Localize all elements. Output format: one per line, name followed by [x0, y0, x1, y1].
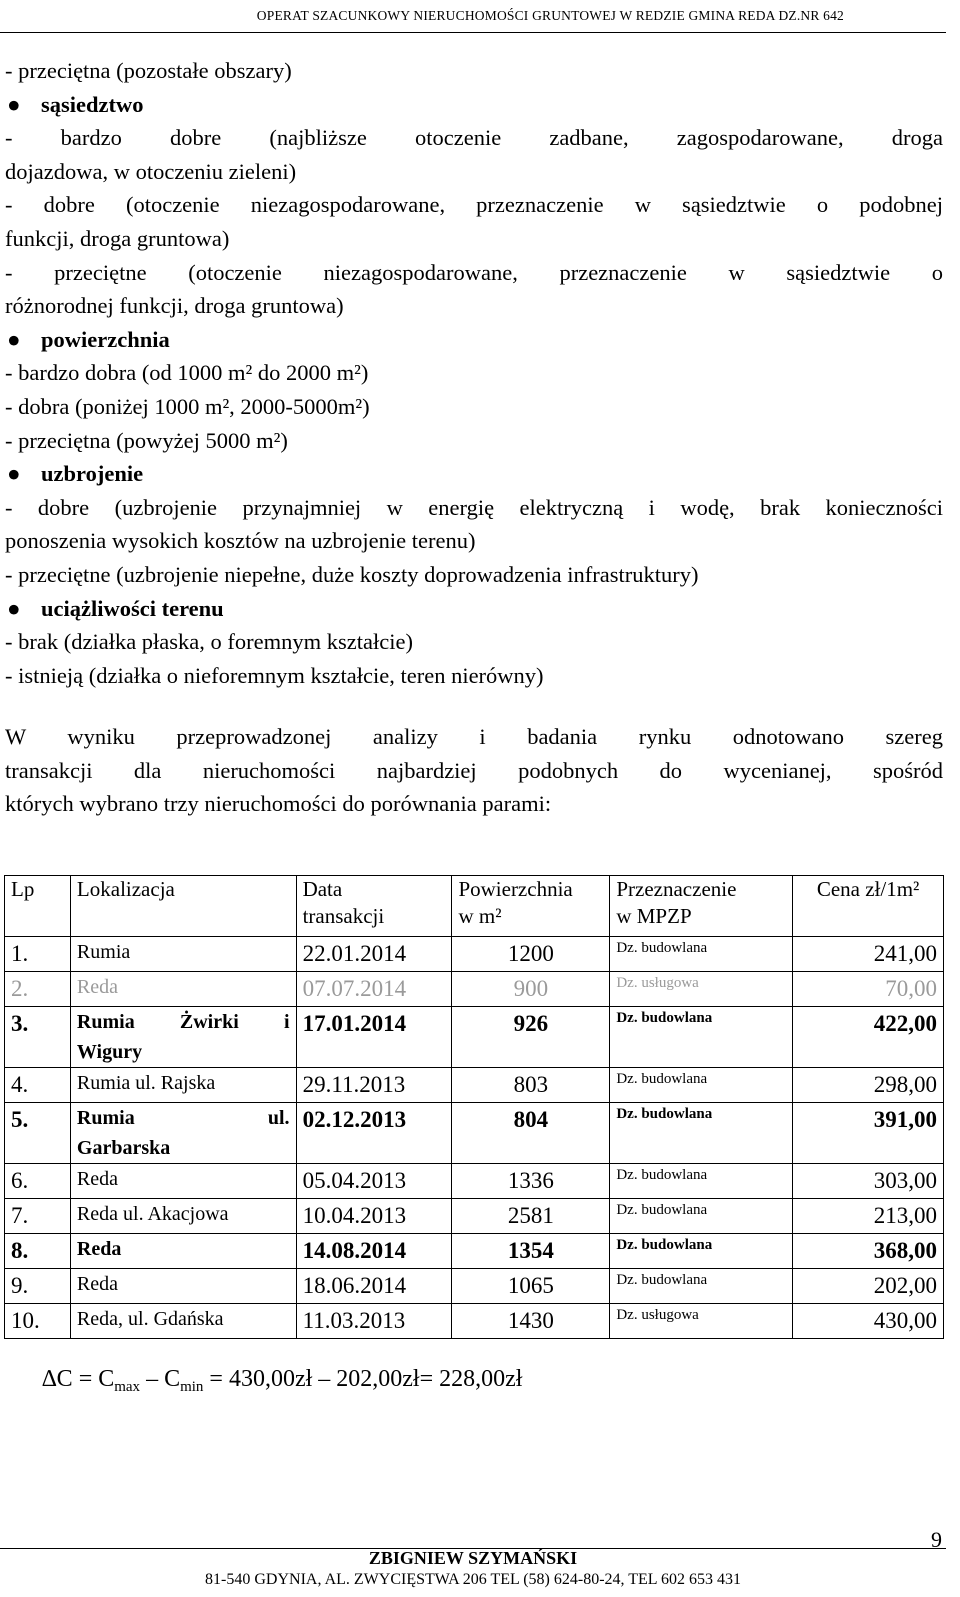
cell-area: 804 — [452, 1103, 610, 1164]
bullet-uciazliwosci — [5, 592, 943, 626]
transactions-table — [4, 875, 944, 1339]
footer-address: 81-540 GDYNIA, AL. ZWYCIĘSTWA 206 TEL (58) 624-80-24, TEL 602 653 431 — [205, 1571, 741, 1588]
footer-author: ZBIGNIEW SZYMAŃSKI — [368, 1548, 578, 1568]
table-row — [5, 1103, 944, 1164]
cell-price: 241,00 — [793, 937, 944, 972]
cell-area: 926 — [452, 1007, 610, 1068]
cell-price: 422,00 — [793, 1007, 944, 1068]
cell-date: 10.04.2013 — [296, 1199, 452, 1234]
cell-date: 05.04.2013 — [296, 1164, 452, 1199]
cell-price: 202,00 — [793, 1269, 944, 1304]
bullet-uzbrojenie — [5, 457, 943, 491]
cell-area: 1065 — [452, 1269, 610, 1304]
criterion-line: ponoszenia wysokich kosztów na uzbrojenie terenu) — [5, 528, 476, 554]
cell-lp: 3. — [5, 1007, 71, 1068]
cell-purpose: Dz. budowlana — [610, 1234, 793, 1269]
header-powierzchnia: Powierzchnia w m² — [452, 876, 610, 937]
paragraph-line: transakcji dla nieruchomości najbardziej podobnych do wycenianej, spośród — [5, 757, 943, 783]
cell-lp: 9. — [5, 1269, 71, 1304]
cell-lokalizacja: Reda — [70, 1234, 296, 1269]
cell-date: 02.12.2013 — [296, 1103, 452, 1164]
cell-lokalizacja: Reda — [70, 1269, 296, 1304]
table-row — [5, 1304, 944, 1339]
cell-lp: 4. — [5, 1068, 71, 1103]
bullet-title: powierzchnia — [41, 326, 170, 352]
cell-area: 2581 — [452, 1199, 610, 1234]
table-row — [5, 1007, 944, 1068]
cell-lokalizacja: Reda — [70, 1164, 296, 1199]
cell-price: 391,00 — [793, 1103, 944, 1164]
bullet-title: uzbrojenie — [41, 461, 144, 487]
formula-max: max — [114, 1379, 141, 1395]
cell-purpose: Dz. usługowa — [610, 972, 793, 1007]
criterion-line: - dobra (poniżej 1000 m², 2000-5000m²) — [5, 393, 370, 419]
criteria-list — [5, 54, 943, 821]
formula-minus: – C — [140, 1366, 181, 1392]
header-przeznaczenie: Przeznaczenie w MPZP — [610, 876, 793, 937]
header-title: OPERAT SZACUNKOWY NIERUCHOMOŚCI GRUNTOWEJ W REDZIE GMINA REDA DZ.NR 642 — [256, 8, 844, 23]
cell-area: 1430 — [452, 1304, 610, 1339]
analysis-paragraph — [5, 720, 943, 821]
table-header-row — [5, 876, 944, 937]
bullet-dot-icon: ● — [7, 461, 21, 487]
cell-lokalizacja: Reda, ul. Gdańska — [70, 1304, 296, 1339]
cell-lokalizacja: Rumia ul. Rajska — [70, 1068, 296, 1103]
header-cena: Cena zł/1m² — [793, 876, 944, 937]
cell-lokalizacja: Reda — [70, 972, 296, 1007]
cell-date: 29.11.2013 — [296, 1068, 452, 1103]
cell-area: 1336 — [452, 1164, 610, 1199]
cell-price: 430,00 — [793, 1304, 944, 1339]
cell-area: 1354 — [452, 1234, 610, 1269]
cell-lp: 6. — [5, 1164, 71, 1199]
cell-lokalizacja: Rumia — [70, 937, 296, 972]
cell-purpose: Dz. budowlana — [610, 1007, 793, 1068]
table-row — [5, 972, 944, 1007]
cell-lp: 5. — [5, 1103, 71, 1164]
bullet-dot-icon: ● — [7, 595, 21, 621]
cell-lokalizacja: Rumia Żwirki i Wigury — [70, 1007, 296, 1068]
cell-date: 07.07.2014 — [296, 972, 452, 1007]
cell-area: 803 — [452, 1068, 610, 1103]
criterion-line: funkcji, droga gruntowa) — [5, 225, 230, 251]
bullet-powierzchnia — [5, 323, 943, 357]
cell-purpose: Dz. budowlana — [610, 1103, 793, 1164]
cell-lp: 1. — [5, 937, 71, 972]
table-row — [5, 1068, 944, 1103]
paragraph-line: których wybrano trzy nieruchomości do porównania parami: — [5, 791, 552, 817]
criterion-line: - bardzo dobre (najbliższe otoczenie zadbane, zagospodarowane, droga — [5, 125, 943, 151]
cell-purpose: Dz. budowlana — [610, 1164, 793, 1199]
header-data: Data transakcji — [296, 876, 452, 937]
cell-purpose: Dz. budowlana — [610, 1199, 793, 1234]
criterion-line: - przeciętne (uzbrojenie niepełne, duże koszty doprowadzenia infrastruktury) — [5, 561, 699, 587]
cell-date: 22.01.2014 — [296, 937, 452, 972]
criterion-line: - brak (działka płaska, o foremnym kształcie) — [5, 629, 413, 655]
criterion-line: - przeciętna (pozostałe obszary) — [5, 58, 292, 83]
bullet-sasiedztwo — [5, 88, 943, 122]
cell-date: 11.03.2013 — [296, 1304, 452, 1339]
cell-lp: 8. — [5, 1234, 71, 1269]
criterion-line: - dobre (uzbrojenie przynajmniej w energię elektryczną i wodę, brak konieczności — [5, 494, 943, 520]
cell-price: 213,00 — [793, 1199, 944, 1234]
page-number: 9 — [931, 1527, 942, 1552]
cell-date: 14.08.2014 — [296, 1234, 452, 1269]
cell-purpose: Dz. budowlana — [610, 937, 793, 972]
table-row — [5, 1199, 944, 1234]
table-row — [5, 1269, 944, 1304]
cell-price: 303,00 — [793, 1164, 944, 1199]
header-lp: Lp — [5, 876, 71, 937]
cell-area: 900 — [452, 972, 610, 1007]
criterion-line: - istnieją (działka o nieforemnym kształcie, teren nierówny) — [5, 662, 544, 688]
bullet-title: sąsiedztwo — [41, 91, 144, 117]
cell-lokalizacja: Reda ul. Akacjowa — [70, 1199, 296, 1234]
cell-lokalizacja: Rumia ul. Garbarska — [70, 1103, 296, 1164]
cell-date: 18.06.2014 — [296, 1269, 452, 1304]
criterion-line: - przeciętne (otoczenie niezagospodarowane, przeznaczenie w sąsiedztwie o — [5, 259, 943, 285]
cell-lp: 7. — [5, 1199, 71, 1234]
paragraph-line: W wyniku przeprowadzonej analizy i badania rynku odnotowano szereg — [5, 724, 943, 750]
cell-price: 298,00 — [793, 1068, 944, 1103]
cell-area: 1200 — [452, 937, 610, 972]
table-row — [5, 937, 944, 972]
cell-lp: 2. — [5, 972, 71, 1007]
criterion-line: dojazdowa, w otoczeniu zieleni) — [5, 158, 297, 184]
bullet-dot-icon: ● — [7, 326, 21, 352]
cell-purpose: Dz. budowlana — [610, 1269, 793, 1304]
header-lokalizacja: Lokalizacja — [70, 876, 296, 937]
criterion-line: - dobre (otoczenie niezagospodarowane, przeznaczenie w sąsiedztwie o podobnej — [5, 192, 943, 218]
cell-price: 70,00 — [793, 972, 944, 1007]
bullet-dot-icon: ● — [7, 91, 21, 117]
table-row — [5, 1164, 944, 1199]
header-divider — [0, 32, 946, 33]
criterion-line: - przeciętna (powyżej 5000 m²) — [5, 427, 288, 453]
cell-purpose: Dz. usługowa — [610, 1304, 793, 1339]
formula-min: min — [180, 1379, 204, 1395]
cell-price: 368,00 — [793, 1234, 944, 1269]
cell-lp: 10. — [5, 1304, 71, 1339]
formula-result: = 430,00zł – 202,00zł= 228,00zł — [203, 1366, 523, 1392]
criterion-line: różnorodnej funkcji, droga gruntowa) — [5, 293, 344, 319]
formula-delta: ∆C = C — [42, 1366, 115, 1392]
bullet-title: uciążliwości terenu — [41, 595, 224, 621]
table-row — [5, 1234, 944, 1269]
page-header — [0, 0, 946, 40]
cell-date: 17.01.2014 — [296, 1007, 452, 1068]
cell-purpose: Dz. budowlana — [610, 1068, 793, 1103]
price-range-formula — [42, 1366, 522, 1396]
criterion-line: - bardzo dobra (od 1000 m² do 2000 m²) — [5, 360, 369, 386]
